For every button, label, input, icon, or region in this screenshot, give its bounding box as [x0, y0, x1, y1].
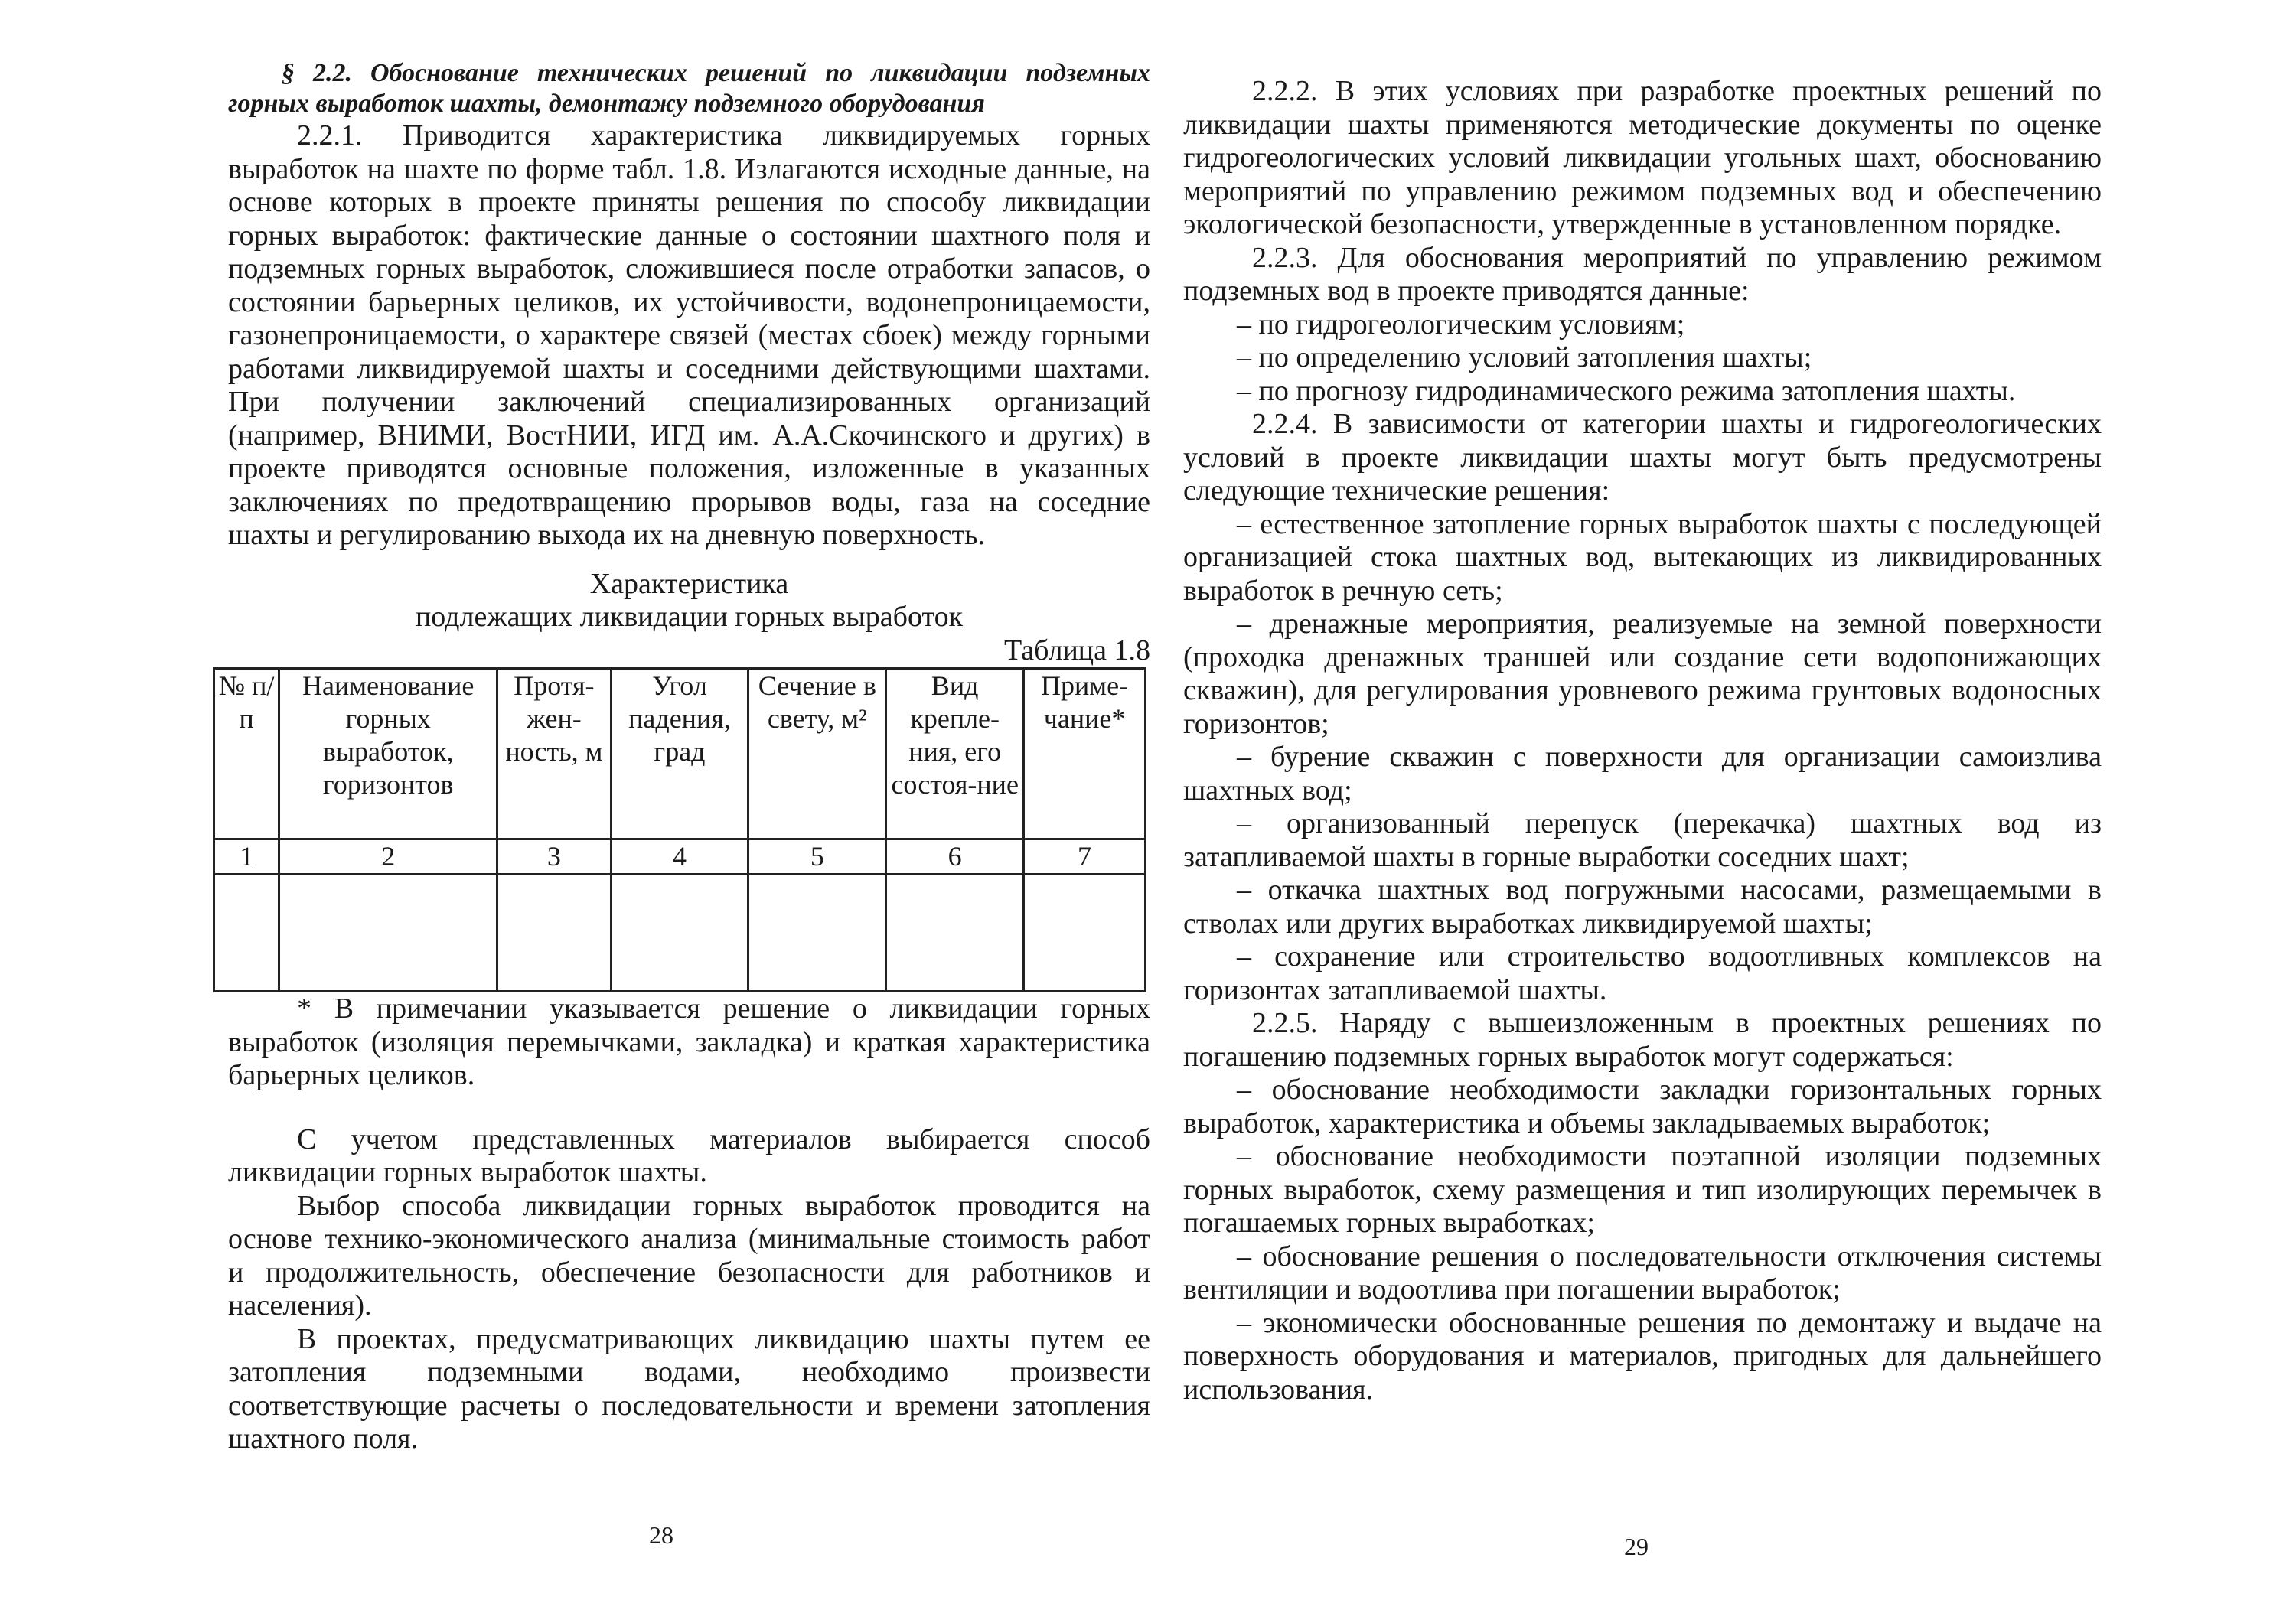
- paragraph-2-2-1: 2.2.1. Приводится характеристика ликвидируемых горных выработок на шахте по форме табл. 1.8. Излагаются исходные данные, на основе которых в проекте приняты решения по способу ликвидации горных выработок: фактические данные о состоянии шахтного поля и подземных горных выработок, сложившиеся после отработки запасов, о состоянии барьерных целиков, их устойчивости, водонепроницаемости, газонепроницаемости, о характере связей (местах сбоек) между горными работами ликвидируемой шахты и соседними действующими шахтами. При получении заключений специализированных организаций (например, ВНИМИ, ВостНИИ, ИГД им. А.А.Скочинского и других) в проекте приводятся основные положения, изложенные в указанных заключениях по предотвращению прорывов воды, газа на соседние шахты и регулированию выхода их на дневную поверхность.: [228, 119, 1150, 551]
- empty-cell: [214, 875, 279, 992]
- empty-row: [214, 875, 1146, 992]
- paragraph-2-2-3: 2.2.3. Для обоснования мероприятий по управлению режимом подземных вод в проекте приводятся данные:: [1183, 241, 2102, 307]
- list-item: – организованный перепуск (перекачка) шахтных вод из затапливаемой шахты в горные выработки соседних шахт;: [1183, 807, 2102, 873]
- list-item: – экономически обоснованные решения по демонтажу и выдаче на поверхность оборудования и материалов, пригодных для дальнейшего использования.: [1183, 1306, 2102, 1406]
- list-item: – естественное затопление горных выработок шахты с последующей организацией стока шахтных вод, вытекающих из ликвидированных выработок в речную сеть;: [1183, 507, 2102, 607]
- header-angle: Угол падения, град: [611, 669, 748, 839]
- empty-cell: [611, 875, 748, 992]
- column-number: 1: [214, 839, 279, 875]
- header-note: Приме-чание*: [1024, 669, 1146, 839]
- page-number-left: 28: [649, 1521, 673, 1549]
- list-item: – обоснование необходимости закладки горизонтальных горных выработок, характеристика и объемы закладываемых выработок;: [1183, 1074, 2102, 1139]
- column-number: 5: [748, 839, 886, 875]
- list-item: – обоснование решения о последовательности отключения системы вентиляции и водоотлива при погашении выработок;: [1183, 1240, 2102, 1305]
- paragraph: В проектах, предусматривающих ликвидацию шахты путем ее затопления подземными водами, необходимо произвести соответствующие расчеты о последовательности и времени затопления шахтного поля.: [228, 1322, 1150, 1455]
- list-item: – по прогнозу гидродинамического режима затопления шахты.: [1237, 374, 2016, 407]
- column-number: 3: [497, 839, 611, 875]
- column-number: 6: [886, 839, 1024, 875]
- empty-cell: [1024, 875, 1146, 992]
- empty-cell: [886, 875, 1024, 992]
- page-number-right: 29: [1624, 1533, 1649, 1560]
- header-length: Протя-жен-ность, м: [497, 669, 611, 839]
- list-item: – откачка шахтных вод погружными насосами, размещаемыми в стволах или других выработках ликвидируемой шахты;: [1183, 874, 2102, 940]
- column-number: 2: [279, 839, 497, 875]
- list-item: – дренажные мероприятия, реализуемые на земной поверхности (проходка дренажных траншей или создание сети водопонижающих скважин), для регулирования уровневого режима грунтовых водоносных горизонтов;: [1183, 608, 2102, 740]
- section-heading: § 2.2. Обоснование технических решений по ликвидации подземных горных выработок шахты, демонтажу подземного оборудования: [228, 59, 1150, 118]
- right-page: [1183, 75, 2102, 1406]
- left-page: [218, 58, 1150, 1456]
- list-item: – по определению условий затопления шахты;: [1237, 341, 1812, 373]
- list-item: – сохранение или строительство водоотливных комплексов на горизонтах затапливаемой шахты.: [1183, 940, 2102, 1006]
- empty-cell: [279, 875, 497, 992]
- table-caption-title: Характеристика: [589, 567, 789, 600]
- table-caption-subtitle: подлежащих ликвидации горных выработок: [415, 601, 964, 633]
- list-item: – бурение скважин с поверхности для организации самоизлива шахтных вод;: [1183, 741, 2102, 807]
- header-number: № п/п: [214, 669, 279, 839]
- list-item: – обоснование необходимости поэтапной изоляции подземных горных выработок, схему размещения и тип изолирующих перемычек в погашаемых горных выработках;: [1183, 1140, 2102, 1239]
- table-number: Таблица 1.8: [1003, 634, 1150, 666]
- column-number: 4: [611, 839, 748, 875]
- list-item: – по гидрогеологическим условиям;: [1237, 308, 1685, 341]
- header-support: Вид крепле-ния, его состоя-ние: [886, 669, 1024, 839]
- header-section: Сечение в свету, м²: [748, 669, 886, 839]
- empty-cell: [497, 875, 611, 992]
- paragraph-2-2-2: 2.2.2. В этих условиях при разработке проектных решений по ликвидации шахты применяются методические документы по оценке гидрогеологических условий ликвидации угольных шахт, обоснованию мероприятий по управлению режимом подземных вод и обеспечению экологической безопасности, утвержденные в установленном порядке.: [1183, 75, 2102, 240]
- paragraph-2-2-5: 2.2.5. Наряду с вышеизложенным в проектных решениях по погашению подземных горных выработок могут содержаться:: [1183, 1007, 2102, 1073]
- spacer: [228, 1093, 1150, 1123]
- empty-cell: [748, 875, 886, 992]
- table-footnote: * В примечании указывается решение о ликвидации горных выработок (изоляция перемычками, закладка) и краткая характеристика барьерных целиков.: [228, 992, 1150, 1091]
- paragraph-2-2-4: 2.2.4. В зависимости от категории шахты и гидрогеологических условий в проекте ликвидации шахты могут быть предусмотрены следующие технические решения:: [1183, 408, 2102, 507]
- column-number: 7: [1024, 839, 1146, 875]
- workings-table: [213, 667, 1146, 992]
- paragraph: Выбор способа ликвидации горных выработок проводится на основе технико-экономического анализа (минимальные стоимость работ и продолжительность, обеспечение безопасности для работников и населения).: [228, 1189, 1150, 1322]
- header-name: Наименование горных выработок, горизонтов: [279, 669, 497, 839]
- paragraph: С учетом представленных материалов выбирается способ ликвидации горных выработок шахты.: [228, 1123, 1150, 1188]
- table-header-row: [214, 669, 1146, 839]
- column-number-row: [214, 839, 1146, 875]
